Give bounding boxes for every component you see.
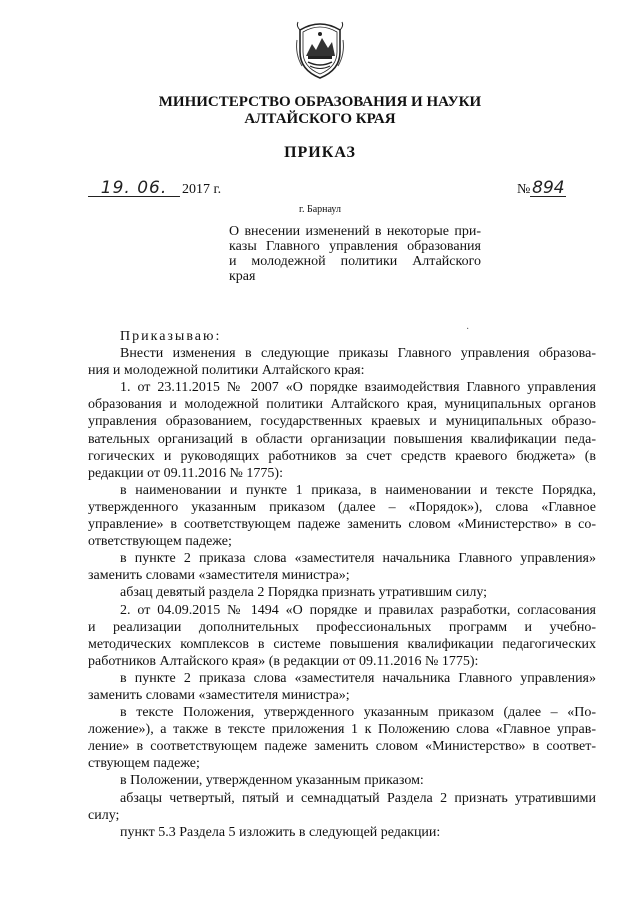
body-line: ответствующем падеже; (88, 534, 232, 550)
order-number (517, 180, 566, 198)
document-title: ПРИКАЗ (284, 144, 356, 161)
body-line: ление» в соответствующем падеже заменить словом «Министерство» в соответ- (88, 739, 596, 755)
body-line: в Положении, утвержденном указанным приказом: (120, 773, 424, 789)
body-line: заменить словами «заместителя министра»; (88, 687, 350, 703)
subject-line: края (229, 269, 256, 284)
body-line: в пункте 2 приказа слова «заместителя начальника Главного управления» (120, 670, 596, 686)
body-line: вательных организаций в области организации повышения квалификации педа- (88, 431, 596, 447)
subject-line: и молодежной политики Алтайского (229, 254, 481, 269)
year-suffix: 2017 г. (182, 182, 222, 197)
altai-krai-coat-of-arms-emblem (294, 20, 346, 80)
body-line: 2. от 04.09.2015 № 1494 «О порядке и правилах разработки, согласования (120, 602, 596, 618)
ministry-name (0, 94, 640, 128)
body-line: ствующем падеже; (88, 756, 200, 772)
ministry-line-1: МИНИСТЕРСТВО ОБРАЗОВАНИЯ И НАУКИ (158, 94, 482, 110)
ministry-line-2: АЛТАЙСКОГО КРАЯ (244, 111, 396, 127)
body-line: заменить словами «заместителя министра»; (88, 568, 350, 584)
scan-speck: · (466, 324, 470, 335)
body-line: гогических и руководящих работников за счет средств краевого бюджета» (в (88, 448, 596, 464)
order-date (88, 180, 221, 198)
body-line: образования и молодежной политики Алтайского края, муниципальных органов (88, 397, 596, 413)
body-line: в наименовании и пункте 1 приказа, в наименовании и тексте Порядка, (120, 482, 596, 498)
body-line: Внести изменения в следующие приказы Главного управления образова- (120, 346, 596, 362)
body-line: ния и молодежной политики Алтайского края: (88, 363, 365, 379)
body-line: редакции от 09.11.2016 № 1775): (88, 465, 283, 481)
body-line: абзацы четвертый, пятый и семнадцатый Раздела 2 признать утратившими (120, 790, 596, 806)
body-line: управление» в соответствующем падеже заменить словом «Министерство» в со- (88, 517, 596, 533)
order-directive: Приказываю: (120, 329, 222, 344)
handwritten-date: 19. 06. (88, 180, 180, 197)
body-line: абзац девятый раздела 2 Порядка признать утратившим силу; (120, 585, 488, 601)
body-line: методических комплексов в системе повышения квалификации педагогических (88, 636, 596, 652)
body-line: в пункте 2 приказа слова «заместителя начальника Главного управления» (120, 551, 596, 567)
body-line: управления образованием, государственных краевых и муниципальных образо- (88, 414, 596, 430)
body-line: работников Алтайского края» (в редакции от 09.11.2016 № 1775): (88, 653, 479, 669)
city-label: г. Барнаул (299, 204, 341, 215)
number-prefix: № (517, 182, 531, 197)
body-line: 1. от 23.11.2015 № 2007 «О порядке взаимодействия Главного управления (120, 380, 596, 396)
order-subject (229, 224, 481, 284)
body-line: ложение»), а также в тексте приложения 1 к Положению слова «Главное управ- (88, 722, 596, 738)
order-body (88, 328, 596, 841)
subject-line: казы Главного управления образования (229, 239, 481, 254)
body-line: и реализации дополнительных профессиональных программ и учебно- (88, 619, 596, 635)
body-line: в тексте Положения, утвержденного указанным приказом (далее – «По- (120, 705, 596, 721)
body-line: силу; (88, 807, 120, 823)
handwritten-number: 894 (532, 178, 565, 198)
subject-line: О внесении изменений в некоторые при- (229, 224, 481, 239)
body-line: утвержденного указанным приказом (далее – «Порядок»), слова «Главное (88, 499, 596, 515)
body-line: пункт 5.3 Раздела 5 изложить в следующей редакции: (120, 824, 441, 840)
